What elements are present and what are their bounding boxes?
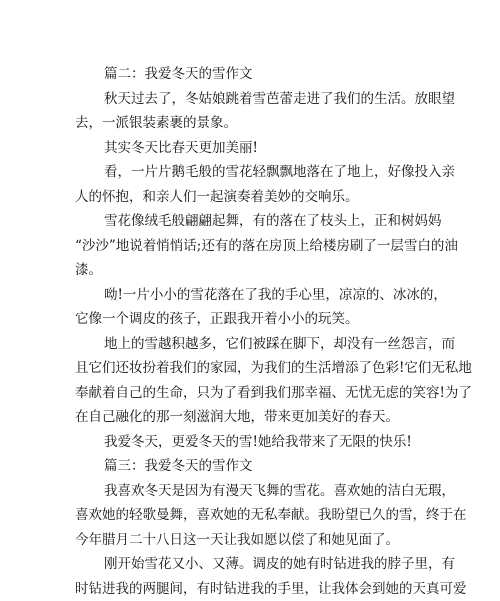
text-line: 且它们还妆扮着我们的家园，为我们的生活增添了色彩!它们无私地 [75,356,427,381]
text-line: 雪花像绒毛般翩翩起舞，有的落在了枝头上，正和树妈妈 [75,209,427,234]
text-line: 看，一片片鹅毛般的雪花轻飘飘地落在了地上，好像投入亲 [75,160,427,185]
text-line: 其实冬天比春天更加美丽! [75,136,427,161]
text-line: 在自己融化的那一刻滋润大地，带来更加美好的春天。 [75,405,427,430]
text-line: 秋天过去了，冬姑娘跳着雪芭蕾走进了我们的生活。放眼望 [75,87,427,112]
text-line: 地上的雪越积越多，它们被踩在脚下，却没有一丝怨言，而 [75,332,427,357]
text-line: 我爱冬天，更爱冬天的雪!她给我带来了无限的快乐! [75,430,427,455]
text-line: 人的怀抱，和亲人们一起演奏着美妙的交响乐。 [75,185,427,210]
text-line: 我喜欢冬天是因为有漫天飞舞的雪花。喜欢她的洁白无瑕， [75,479,427,504]
text-line: “沙沙”地说着悄悄话;还有的落在房顶上给楼房刷了一层雪白的油 [75,234,427,259]
text-line: 篇三：我爱冬天的雪作文 [75,454,427,479]
text-line: 刚开始雪花又小、又薄。调皮的她有时钻进我的脖子里，有 [75,552,427,577]
text-line: 奉献着自己的生命，只为了看到我们那幸福、无忧无虑的笑容!为了 [75,381,427,406]
text-line: 它像一个调皮的孩子，正跟我开着小小的玩笑。 [75,307,427,332]
text-line: 喜欢她的轻歌曼舞，喜欢她的无私奉献。我盼望已久的雪，终于在 [75,503,427,528]
text-line: 漆。 [75,258,427,283]
text-line: 去，一派银装素裹的景象。 [75,111,427,136]
document-body [75,62,427,601]
text-line: 呦!一片小小的雪花落在了我的手心里，凉凉的、冰冰的， [75,283,427,308]
text-line: 篇二：我爱冬天的雪作文 [75,62,427,87]
text-line: 今年腊月二十八日这一天让我如愿以偿了和她见面了。 [75,528,427,553]
text-line: 时钻进我的两腿间，有时钻进我的手里，让我体会到她的天真可爱 [75,577,427,601]
